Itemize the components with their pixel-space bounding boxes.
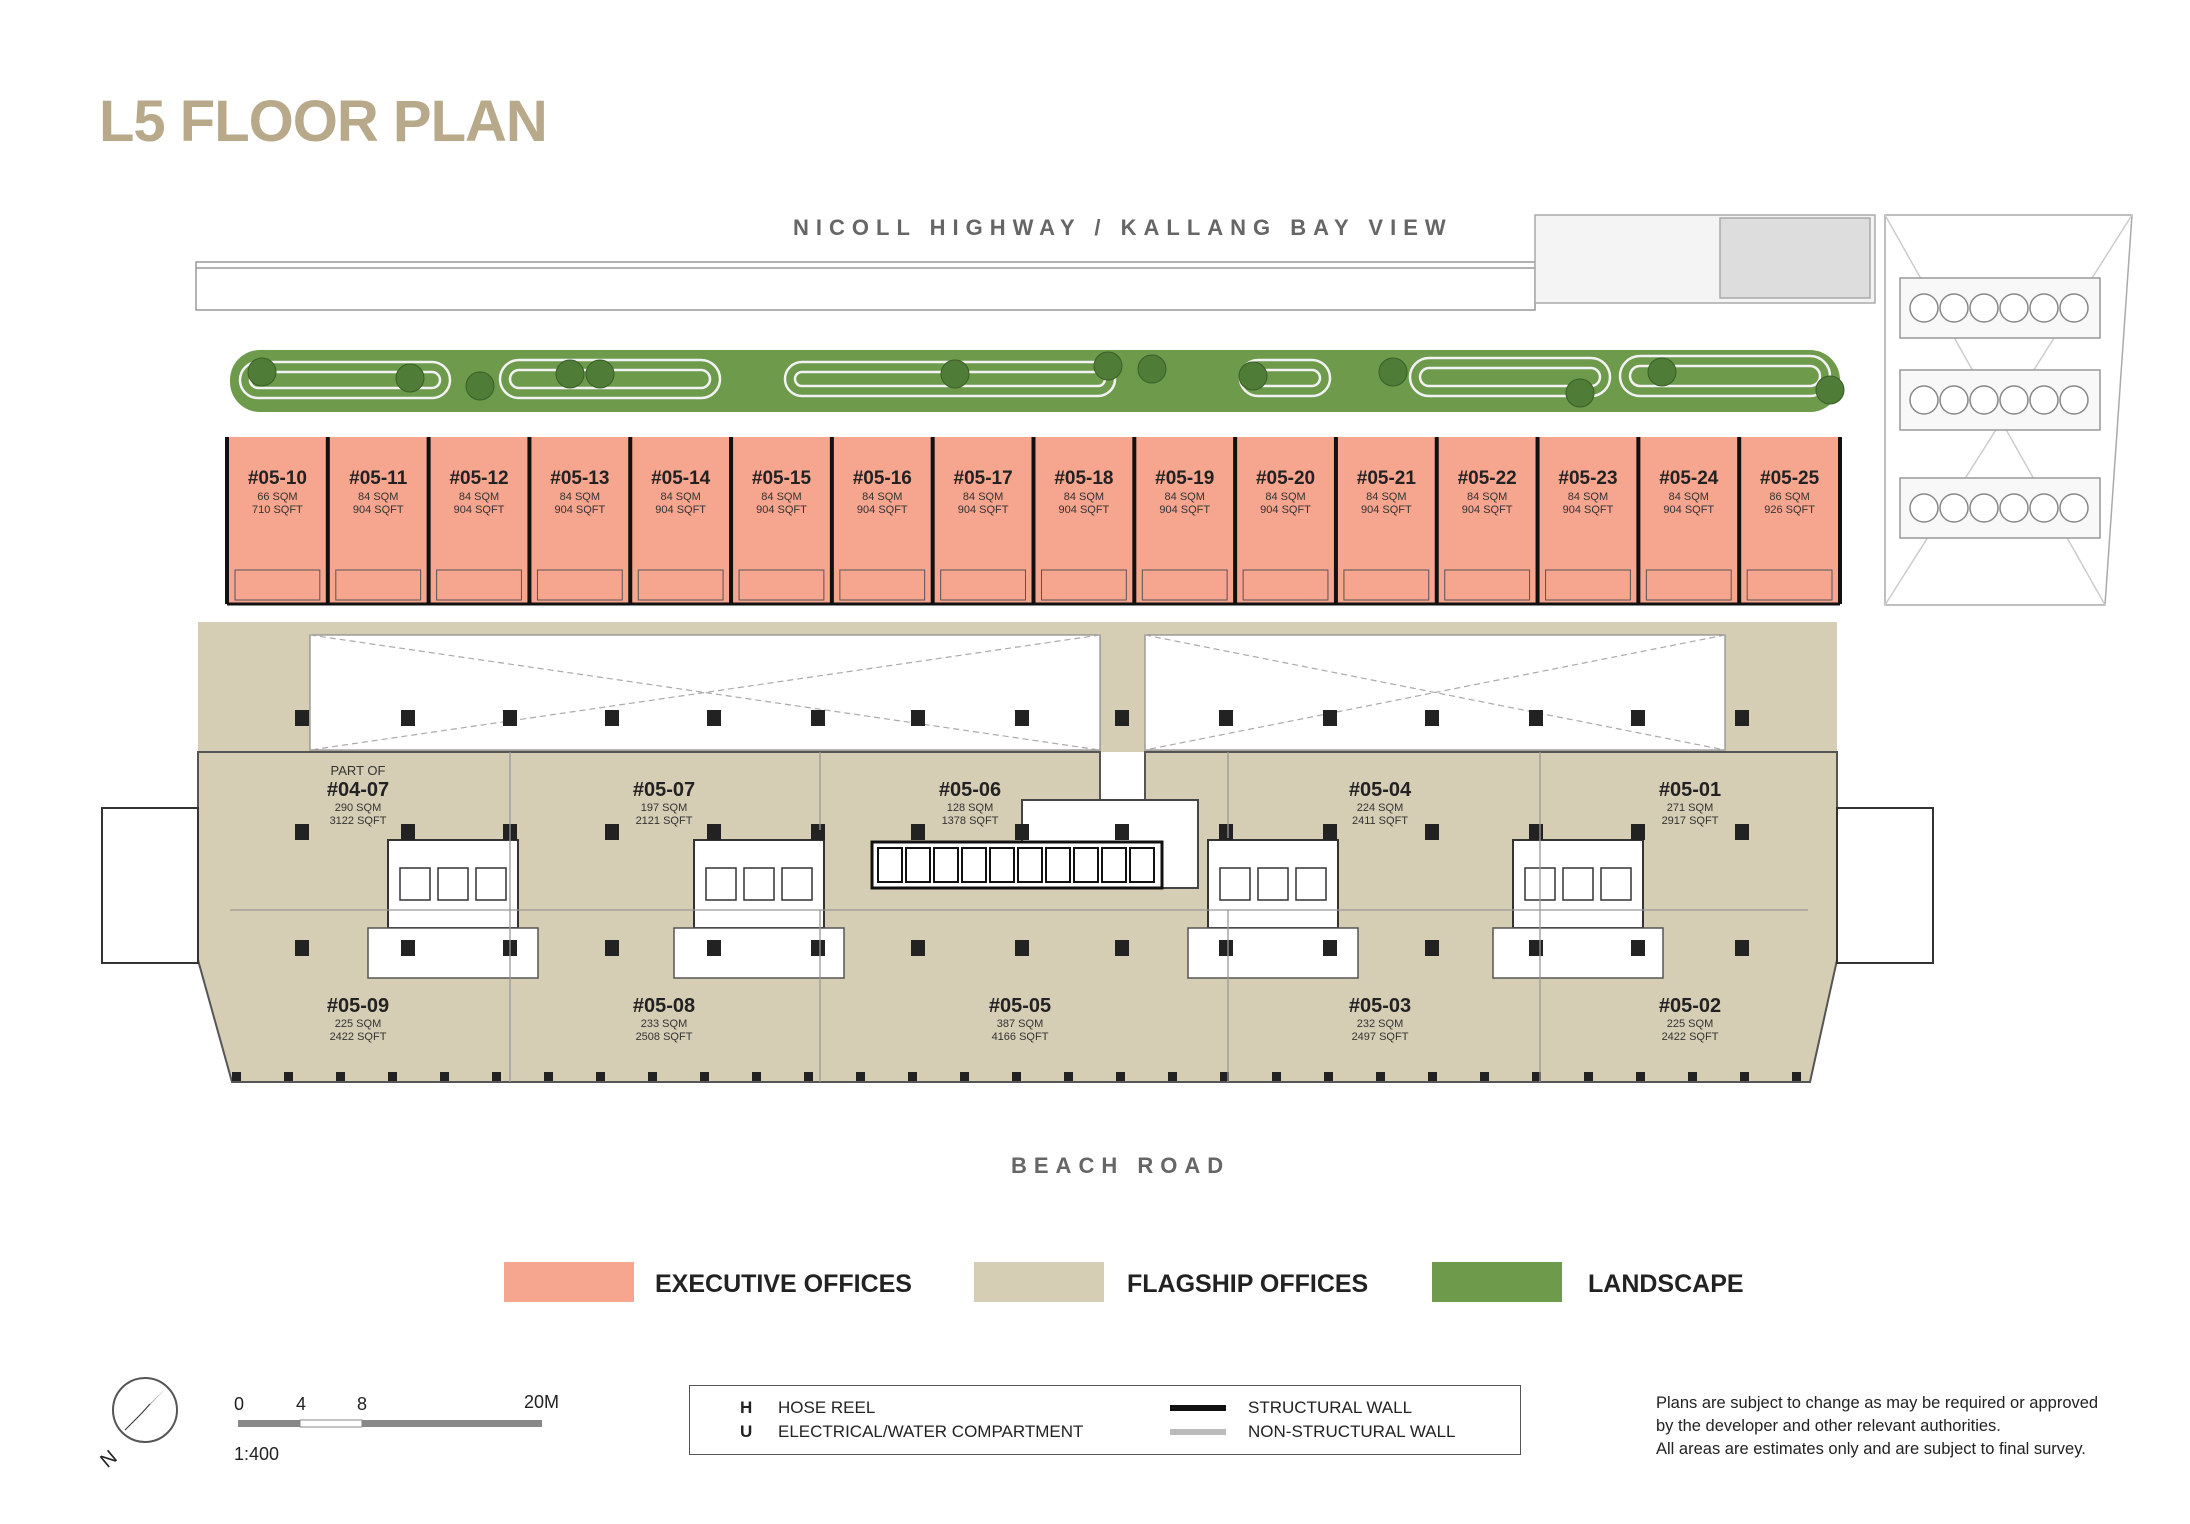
column [295,940,309,956]
perimeter-column [1480,1072,1489,1081]
unit-sqm: 387 SQM [996,1018,1044,1030]
key-u-symbol: U [740,1422,753,1441]
lift-cell-icon [1102,848,1126,882]
note-line: by the developer and other relevant authorities. [1656,1417,2001,1435]
perimeter-column [908,1072,917,1081]
column [503,710,517,726]
perimeter-column [1792,1072,1801,1081]
unit-sqm: 84 SQM [358,491,399,503]
column [1115,710,1129,726]
unit-id: #05-08 [632,995,696,1017]
perimeter-column [1688,1072,1697,1081]
site-boundary [196,262,1535,310]
legend-label-flagship: FLAGSHIP OFFICES [1127,1270,1369,1298]
column [1529,940,1543,956]
unit-id: #05-07 [632,779,696,801]
unit-sqft: 904 SQFT [1058,504,1110,516]
unit-sqm: 225 SQM [1666,1018,1714,1030]
tree-icon [586,360,614,388]
perimeter-column [1584,1072,1593,1081]
unit-sqft: 904 SQFT [1663,504,1715,516]
scale-and-north [96,1370,600,1480]
unit-sqm: 84 SQM [761,491,802,503]
column [1115,940,1129,956]
perimeter-column [596,1072,605,1081]
perimeter-column [1064,1072,1073,1081]
column [811,940,825,956]
lift-cell-icon [1018,848,1042,882]
legend-label-landscape: LANDSCAPE [1588,1270,1744,1298]
unit-sqm: 84 SQM [1063,491,1105,503]
lift-cell-icon [1074,848,1098,882]
unit-sqft: 904 SQFT [1260,504,1311,516]
unit-sqm: 128 SQM [946,802,994,814]
unit-sqm: 84 SQM [458,491,500,503]
unit-id: #05-13 [550,468,610,489]
unit-sqft: 2497 SQFT [1351,1031,1409,1043]
unit-sqft: 904 SQFT [957,504,1009,516]
unit-sqm: 232 SQM [1356,1018,1404,1030]
unit-sqm: 290 SQM [334,802,382,814]
unit-prefix: PART OF [330,763,386,778]
unit-sqm: 66 SQM [257,491,298,503]
unit-sqft: 904 SQFT [1562,504,1614,516]
unit-id: #05-14 [651,468,711,489]
legend [0,1262,2190,1302]
tree-icon [1239,362,1267,390]
perimeter-column [1168,1072,1177,1081]
column [1529,710,1543,726]
unit-sqft: 4166 SQFT [991,1031,1049,1043]
perimeter-column [752,1072,761,1081]
column [1735,824,1749,840]
perimeter-column [1116,1072,1125,1081]
perimeter-column [1376,1072,1385,1081]
tree-icon [466,372,494,400]
unit-sqft: 2121 SQFT [635,815,693,827]
tank-circle-icon [1910,294,1938,322]
unit-id: #05-16 [852,468,912,489]
tree-icon [1566,379,1594,407]
column [401,824,415,840]
key-h-symbol: H [740,1398,753,1417]
tree-icon [1379,358,1407,386]
column [605,824,619,840]
column [1425,710,1439,726]
unit-sqm: 84 SQM [1265,491,1306,503]
unit-id: #05-25 [1760,468,1820,489]
lift-cell-icon [1046,848,1070,882]
unit-sqft: 1378 SQFT [941,815,999,827]
perimeter-column [1636,1072,1645,1081]
unit-id: #05-10 [247,468,307,489]
scale-ratio: 1:400 [234,1444,280,1464]
perimeter-column [232,1072,241,1081]
road-label-bottom: BEACH ROAD [1011,1153,1231,1178]
lift-cell-icon [962,848,986,882]
north-label: N [96,1446,122,1473]
column [1015,940,1029,956]
key-structural-label: STRUCTURAL WALL [1248,1398,1413,1417]
unit-sqm: 86 SQM [1769,491,1810,503]
column [1425,940,1439,956]
unit-id: #05-22 [1457,468,1517,489]
column [1323,940,1337,956]
column [1529,824,1543,840]
scale-bar [238,1420,542,1427]
column [1015,824,1029,840]
unit-sqft: 2508 SQFT [635,1031,693,1043]
key-h-label: HOSE REEL [778,1398,876,1417]
tank-circle-icon [2000,386,2028,414]
unit-sqm: 233 SQM [640,1018,688,1030]
legend-swatch-executive [504,1262,634,1302]
tank-circle-icon [2060,494,2088,522]
disclaimer-note [1656,1392,2176,1461]
column [1219,940,1233,956]
column [1323,710,1337,726]
unit-id: #05-04 [1348,779,1412,801]
structural-wall-line [1170,1405,1226,1411]
unit-sqft: 2411 SQFT [1351,815,1409,827]
perimeter-column [960,1072,969,1081]
column [1631,940,1645,956]
scale-tick-20: 20M [524,1392,560,1412]
lift-core [1513,840,1643,928]
lift-cell-icon [1130,848,1154,882]
unit-sqft: 2917 SQFT [1661,815,1719,827]
tree-icon [941,360,969,388]
unit-sqm: 84 SQM [962,491,1004,503]
page-title: L5 FLOOR PLAN [99,89,547,154]
perimeter-column [544,1072,553,1081]
column [295,710,309,726]
unit-id: #05-11 [349,468,408,489]
perimeter-column [700,1072,709,1081]
legend-label-executive: EXECUTIVE OFFICES [655,1270,912,1298]
unit-id: #04-07 [326,779,390,801]
column [911,824,925,840]
column [401,940,415,956]
unit-sqm: 84 SQM [559,491,601,503]
unit-id: #05-09 [326,995,390,1017]
lift-cell-icon [934,848,958,882]
unit-id: #05-06 [938,779,1002,801]
unit-sqft: 3122 SQFT [329,815,387,827]
note-line: Plans are subject to change as may be required or approved [1656,1394,2099,1412]
note-line: All areas are estimates only and are subject to final survey. [1656,1440,2086,1458]
unit-id: #05-01 [1658,779,1722,801]
unit-sqft: 2422 SQFT [1661,1031,1719,1043]
unit-sqm: 84 SQM [1567,491,1609,503]
column [911,710,925,726]
column [811,824,825,840]
tank-circle-icon [1910,494,1938,522]
column [707,940,721,956]
unit-id: #05-18 [1054,468,1114,489]
perimeter-column [1012,1072,1021,1081]
tank-circle-icon [2030,494,2058,522]
tree-icon [396,364,424,392]
tree-icon [1648,358,1676,386]
tank-circle-icon [1940,294,1968,322]
unit-id: #05-20 [1255,468,1316,489]
tank-circle-icon [2030,294,2058,322]
scale-tick-8: 8 [357,1394,368,1414]
column [1735,940,1749,956]
column [401,710,415,726]
key-non-structural-label: NON-STRUCTURAL WALL [1248,1422,1456,1441]
tank-circle-icon [1940,494,1968,522]
legend-swatch-flagship [974,1262,1104,1302]
perimeter-column [388,1072,397,1081]
perimeter-column [440,1072,449,1081]
tree-icon [1094,352,1122,380]
column [707,824,721,840]
unit-sqm: 197 SQM [640,802,688,814]
unit-id: #05-12 [449,468,509,489]
north-arrow-icon [113,1378,177,1442]
unit-sqft: 904 SQFT [554,504,606,516]
tree-icon [556,360,584,388]
tank-circle-icon [1910,386,1938,414]
unit-sqm: 84 SQM [1668,491,1709,503]
unit-id: #05-03 [1348,995,1412,1017]
lift-cell-icon [906,848,930,882]
column [1219,710,1233,726]
unit-sqft: 904 SQFT [453,504,505,516]
unit-sqm: 84 SQM [1366,491,1407,503]
tank-circle-icon [2000,494,2028,522]
lift-core [388,840,518,928]
column [911,940,925,956]
column [1631,710,1645,726]
tank-circle-icon [2000,294,2028,322]
tank-circle-icon [1970,494,1998,522]
perimeter-column [1428,1072,1437,1081]
perimeter-column [492,1072,501,1081]
unit-id: #05-23 [1558,468,1618,489]
unit-sqft: 904 SQFT [1360,504,1412,516]
unit-id: #05-24 [1659,468,1719,489]
unit-sqm: 225 SQM [334,1018,382,1030]
unit-id: #05-02 [1658,995,1722,1017]
road-label-top: NICOLL HIGHWAY / KALLANG BAY VIEW [793,215,1453,240]
symbol-key [689,1385,1521,1455]
water-tanks [1900,278,2100,538]
tank-circle-icon [2060,386,2088,414]
unit-sqft: 904 SQFT [756,504,807,516]
unit-sqm: 84 SQM [1466,491,1508,503]
key-u-label: ELECTRICAL/WATER COMPARTMENT [778,1422,1084,1441]
unit-sqft: 904 SQFT [352,504,404,516]
tank-circle-icon [1940,386,1968,414]
legend-swatch-landscape [1432,1262,1562,1302]
perimeter-column [336,1072,345,1081]
atrium-voids [310,635,1725,750]
perimeter-column [804,1072,813,1081]
unit-id: #05-21 [1356,468,1416,489]
column [1115,824,1129,840]
column [811,710,825,726]
perimeter-column [1324,1072,1333,1081]
unit-id: #05-15 [751,468,812,489]
tree-icon [248,358,276,386]
column [707,710,721,726]
column [605,710,619,726]
unit-sqm: 84 SQM [1164,491,1205,503]
column [1015,710,1029,726]
column [1323,824,1337,840]
unit-id: #05-17 [953,468,1013,489]
tree-icon [1138,355,1166,383]
unit-sqm: 84 SQM [660,491,701,503]
tree-icon [1816,376,1844,404]
perimeter-column [284,1072,293,1081]
perimeter-column [1272,1072,1281,1081]
lift-cell-icon [990,848,1014,882]
unit-id: #05-05 [988,995,1052,1017]
unit-sqft: 904 SQFT [655,504,707,516]
unit-sqft: 710 SQFT [252,504,303,516]
unit-sqft: 926 SQFT [1764,504,1815,516]
unit-sqm: 224 SQM [1356,802,1404,814]
lift-cell-icon [878,848,902,882]
column [1735,710,1749,726]
unit-sqft: 904 SQFT [1461,504,1513,516]
unit-sqm: 271 SQM [1666,802,1714,814]
column [1631,824,1645,840]
perimeter-column [1740,1072,1749,1081]
column [1425,824,1439,840]
unit-sqft: 904 SQFT [1159,504,1211,516]
perimeter-column [648,1072,657,1081]
unit-id: #05-19 [1155,468,1215,489]
scale-tick-0: 0 [234,1394,245,1414]
tank-circle-icon [1970,386,1998,414]
unit-sqft: 2422 SQFT [329,1031,387,1043]
tank-circle-icon [2060,294,2088,322]
column [295,824,309,840]
tank-circle-icon [1970,294,1998,322]
unit-sqm: 84 SQM [862,491,903,503]
column [1219,824,1233,840]
non-structural-wall-line [1170,1429,1226,1435]
tank-circle-icon [2030,386,2058,414]
unit-sqft: 904 SQFT [856,504,908,516]
lift-core [694,840,824,928]
perimeter-column [856,1072,865,1081]
scale-tick-4: 4 [296,1394,307,1414]
column [605,940,619,956]
